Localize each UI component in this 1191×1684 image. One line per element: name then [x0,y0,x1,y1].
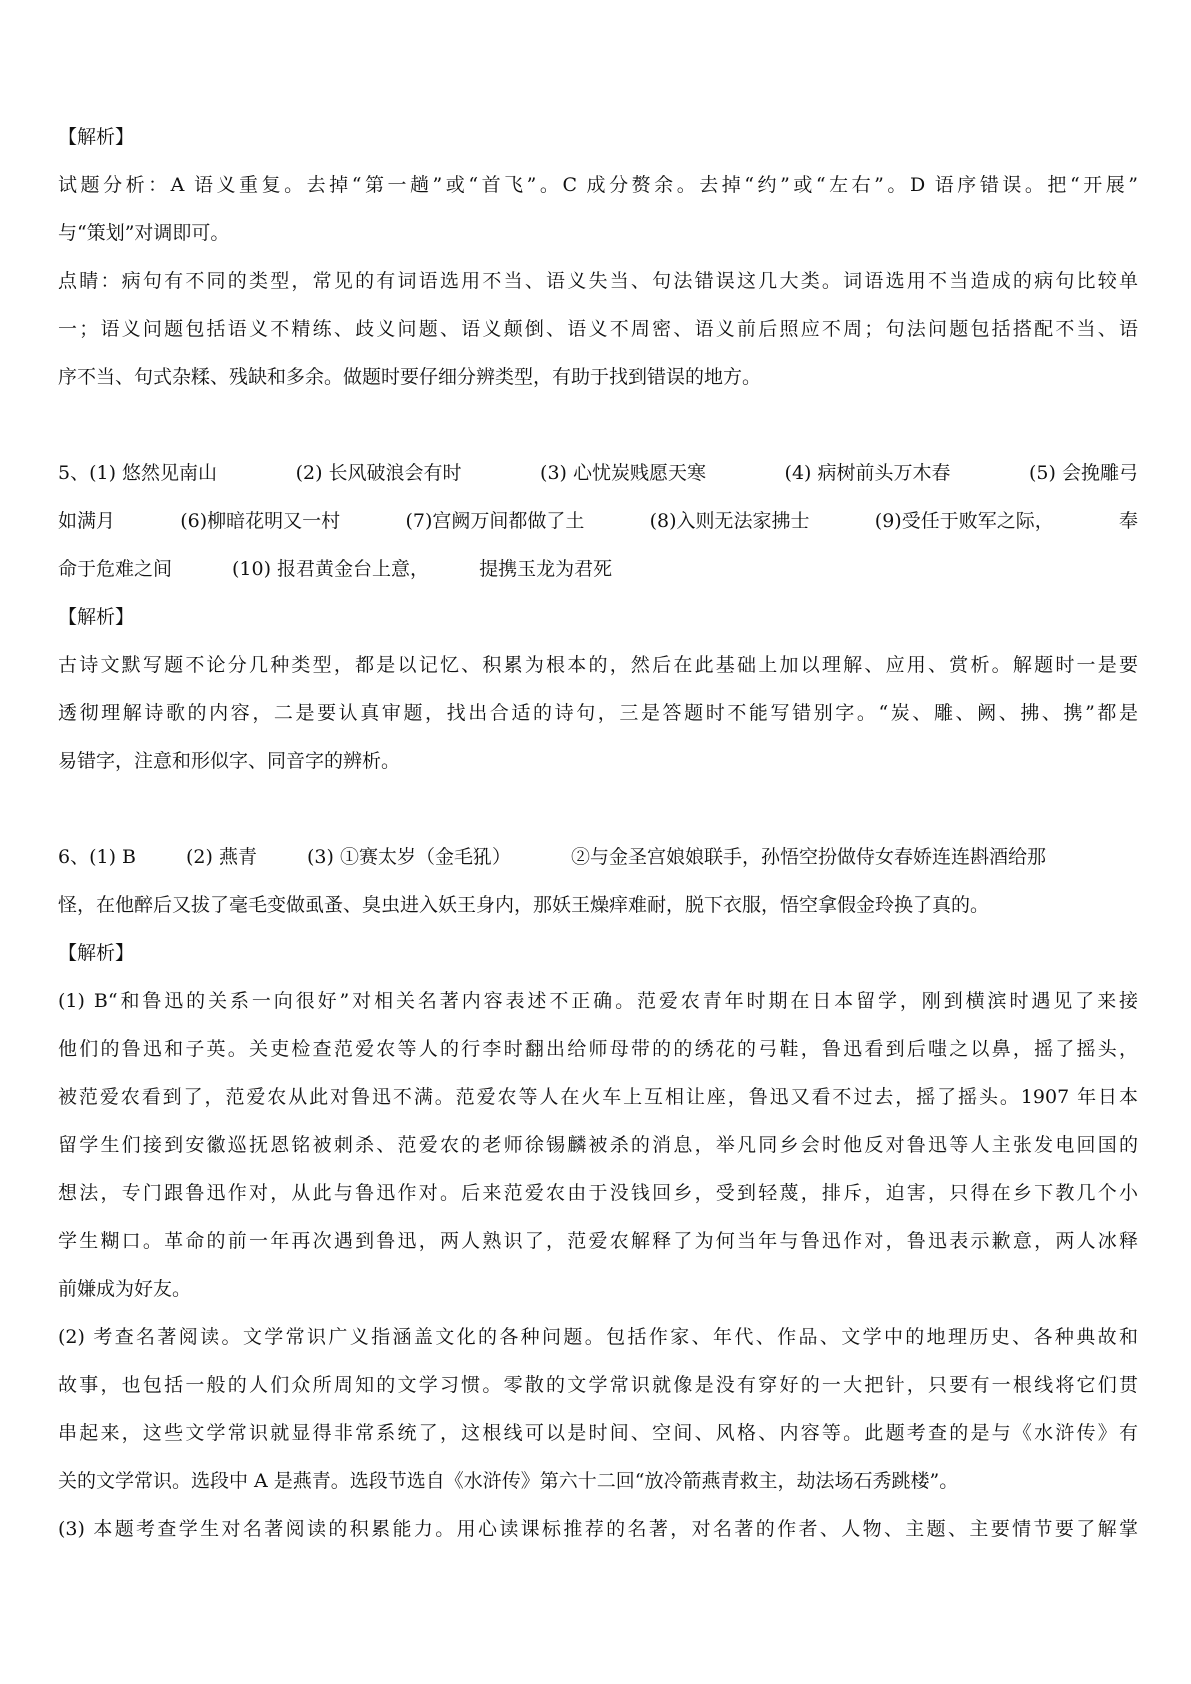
answer-item: ②与金圣宫娘娘联手，孙悟空扮做侍女春娇连连斟酒给那 [570,846,1046,868]
answer-item: 奉 [1118,510,1138,532]
answer-item: 如满月 [58,510,116,532]
answer-item: (6)柳暗花明又一村 [180,510,341,532]
answer-item: (2) 长风破浪会有时 [295,462,462,484]
paragraph-line: 古诗文默写题不论分几种类型，都是以记忆、积累为根本的，然后在此基础上加以理解、应用、赏析。解题时一是要 [58,654,1138,676]
spacer [58,401,1138,449]
answer-item: (2) 燕青 [186,846,257,868]
paragraph-line: (2) 考查名著阅读。文学常识广义指涵盖文化的各种问题。包括作家、年代、作品、文学中的地理历史、各种典故和 [58,1326,1138,1348]
paragraph-line: 与“策划”对调即可。 [58,222,230,244]
paragraph-line: 易错字，注意和形似字、同音字的辨析。 [58,750,401,772]
paragraph-line: (1) B“和鲁迅的关系一向很好”对相关名著内容表述不正确。范爱农青年时期在日本留学，刚到横滨时遇见了来接 [58,990,1138,1012]
q5-answer-row [58,497,1138,545]
answer-item: (4) 病树前头万木春 [784,462,951,484]
paragraph-line: 他们的鲁迅和子英。关吏检查范爱农等人的行李时翻出给师母带的的绣花的弓鞋，鲁迅看到后嗤之以鼻，摇了摇头， [58,1038,1138,1060]
analysis-heading: 【解析】 [58,126,135,148]
q6-answer-row [58,833,1138,881]
paragraph-line: (3) 本题考查学生对名著阅读的积累能力。用心读课标推荐的名著，对名著的作者、人物、主题、主要情节要了解掌 [58,1518,1138,1540]
paragraph-line: 关的文学常识。选段中 A 是燕青。选段节选自《水浒传》第六十二回“放冷箭燕青救主，劫法场石秀跳楼”。 [58,1470,959,1492]
paragraph-line: 怪，在他醉后又拔了毫毛变做虱蚤、臭虫进入妖王身内，那妖王燥痒难耐，脱下衣服，悟空拿假金玲换了真的。 [58,894,990,916]
answer-item: (3) ①赛太岁（金毛犼） [306,846,511,868]
paragraph-line: 透彻理解诗歌的内容，二是要认真审题，找出合适的诗句，三是答题时不能写错别字。“炭、雕、阙、拂、携”都是 [58,702,1138,724]
q5-answer-row [58,545,1138,593]
paragraph-line: 一；语义问题包括语义不精练、歧义问题、语义颠倒、语义不周密、语义前后照应不周；句法问题包括搭配不当、语 [58,318,1138,340]
answer-item: 5、(1) 悠然见南山 [58,462,218,484]
answer-item: (3) 心忧炭贱愿天寒 [540,462,707,484]
answer-item: (8)入则无法家拂士 [649,510,810,532]
answer-item: (5) 会挽雕弓 [1029,462,1138,484]
answer-item: 提携玉龙为君死 [479,558,613,580]
paragraph-line: 想法，专门跟鲁迅作对，从此与鲁迅作对。后来范爱农由于没钱回乡，受到轻蔑，排斥，迫害，只得在乡下教几个小 [58,1182,1138,1204]
answer-item: 6、(1) B [58,846,137,868]
paragraph-line: 故事，也包括一般的人们众所周知的文学习惯。零散的文学常识就像是没有穿好的一大把针，只要有一根线将它们贯 [58,1374,1138,1396]
analysis-heading: 【解析】 [58,606,135,628]
answer-item: (7)宫阙万间都做了土 [405,510,585,532]
answer-item: 命于危难之间 [58,558,173,580]
analysis-heading: 【解析】 [58,942,135,964]
document-page [58,113,1138,1553]
answer-item: (10) 报君黄金台上意， [232,558,430,580]
answer-item: (9)受任于败军之际， [874,510,1054,532]
spacer [58,785,1138,833]
paragraph-line: 学生糊口。革命的前一年再次遇到鲁迅，两人熟识了，范爱农解释了为何当年与鲁迅作对，鲁迅表示歉意，两人冰释 [58,1230,1138,1252]
paragraph-line: 序不当、句式杂糅、残缺和多余。做题时要仔细分辨类型，有助于找到错误的地方。 [58,366,762,388]
paragraph-line: 被范爱农看到了，范爱农从此对鲁迅不满。范爱农等人在火车上互相让座，鲁迅又看不过去，摇了摇头。1907 年日本 [58,1086,1138,1108]
paragraph-line: 串起来，这些文学常识就显得非常系统了，这根线可以是时间、空间、风格、内容等。此题考查的是与《水浒传》有 [58,1422,1138,1444]
paragraph-line: 点睛：病句有不同的类型，常见的有词语选用不当、语义失当、句法错误这几大类。词语选用不当造成的病句比较单 [58,270,1138,292]
q5-answer-row [58,449,1138,497]
paragraph-line: 留学生们接到安徽巡抚恩铭被刺杀、范爱农的老师徐锡麟被杀的消息，举凡同乡会时他反对鲁迅等人主张发电回国的 [58,1134,1138,1156]
paragraph-line: 试题分析：A 语义重复。去掉“第一趟”或“首飞”。C 成分赘余。去掉“约”或“左右”。D 语序错误。把“开展” [58,174,1138,196]
paragraph-line: 前嫌成为好友。 [58,1278,192,1300]
